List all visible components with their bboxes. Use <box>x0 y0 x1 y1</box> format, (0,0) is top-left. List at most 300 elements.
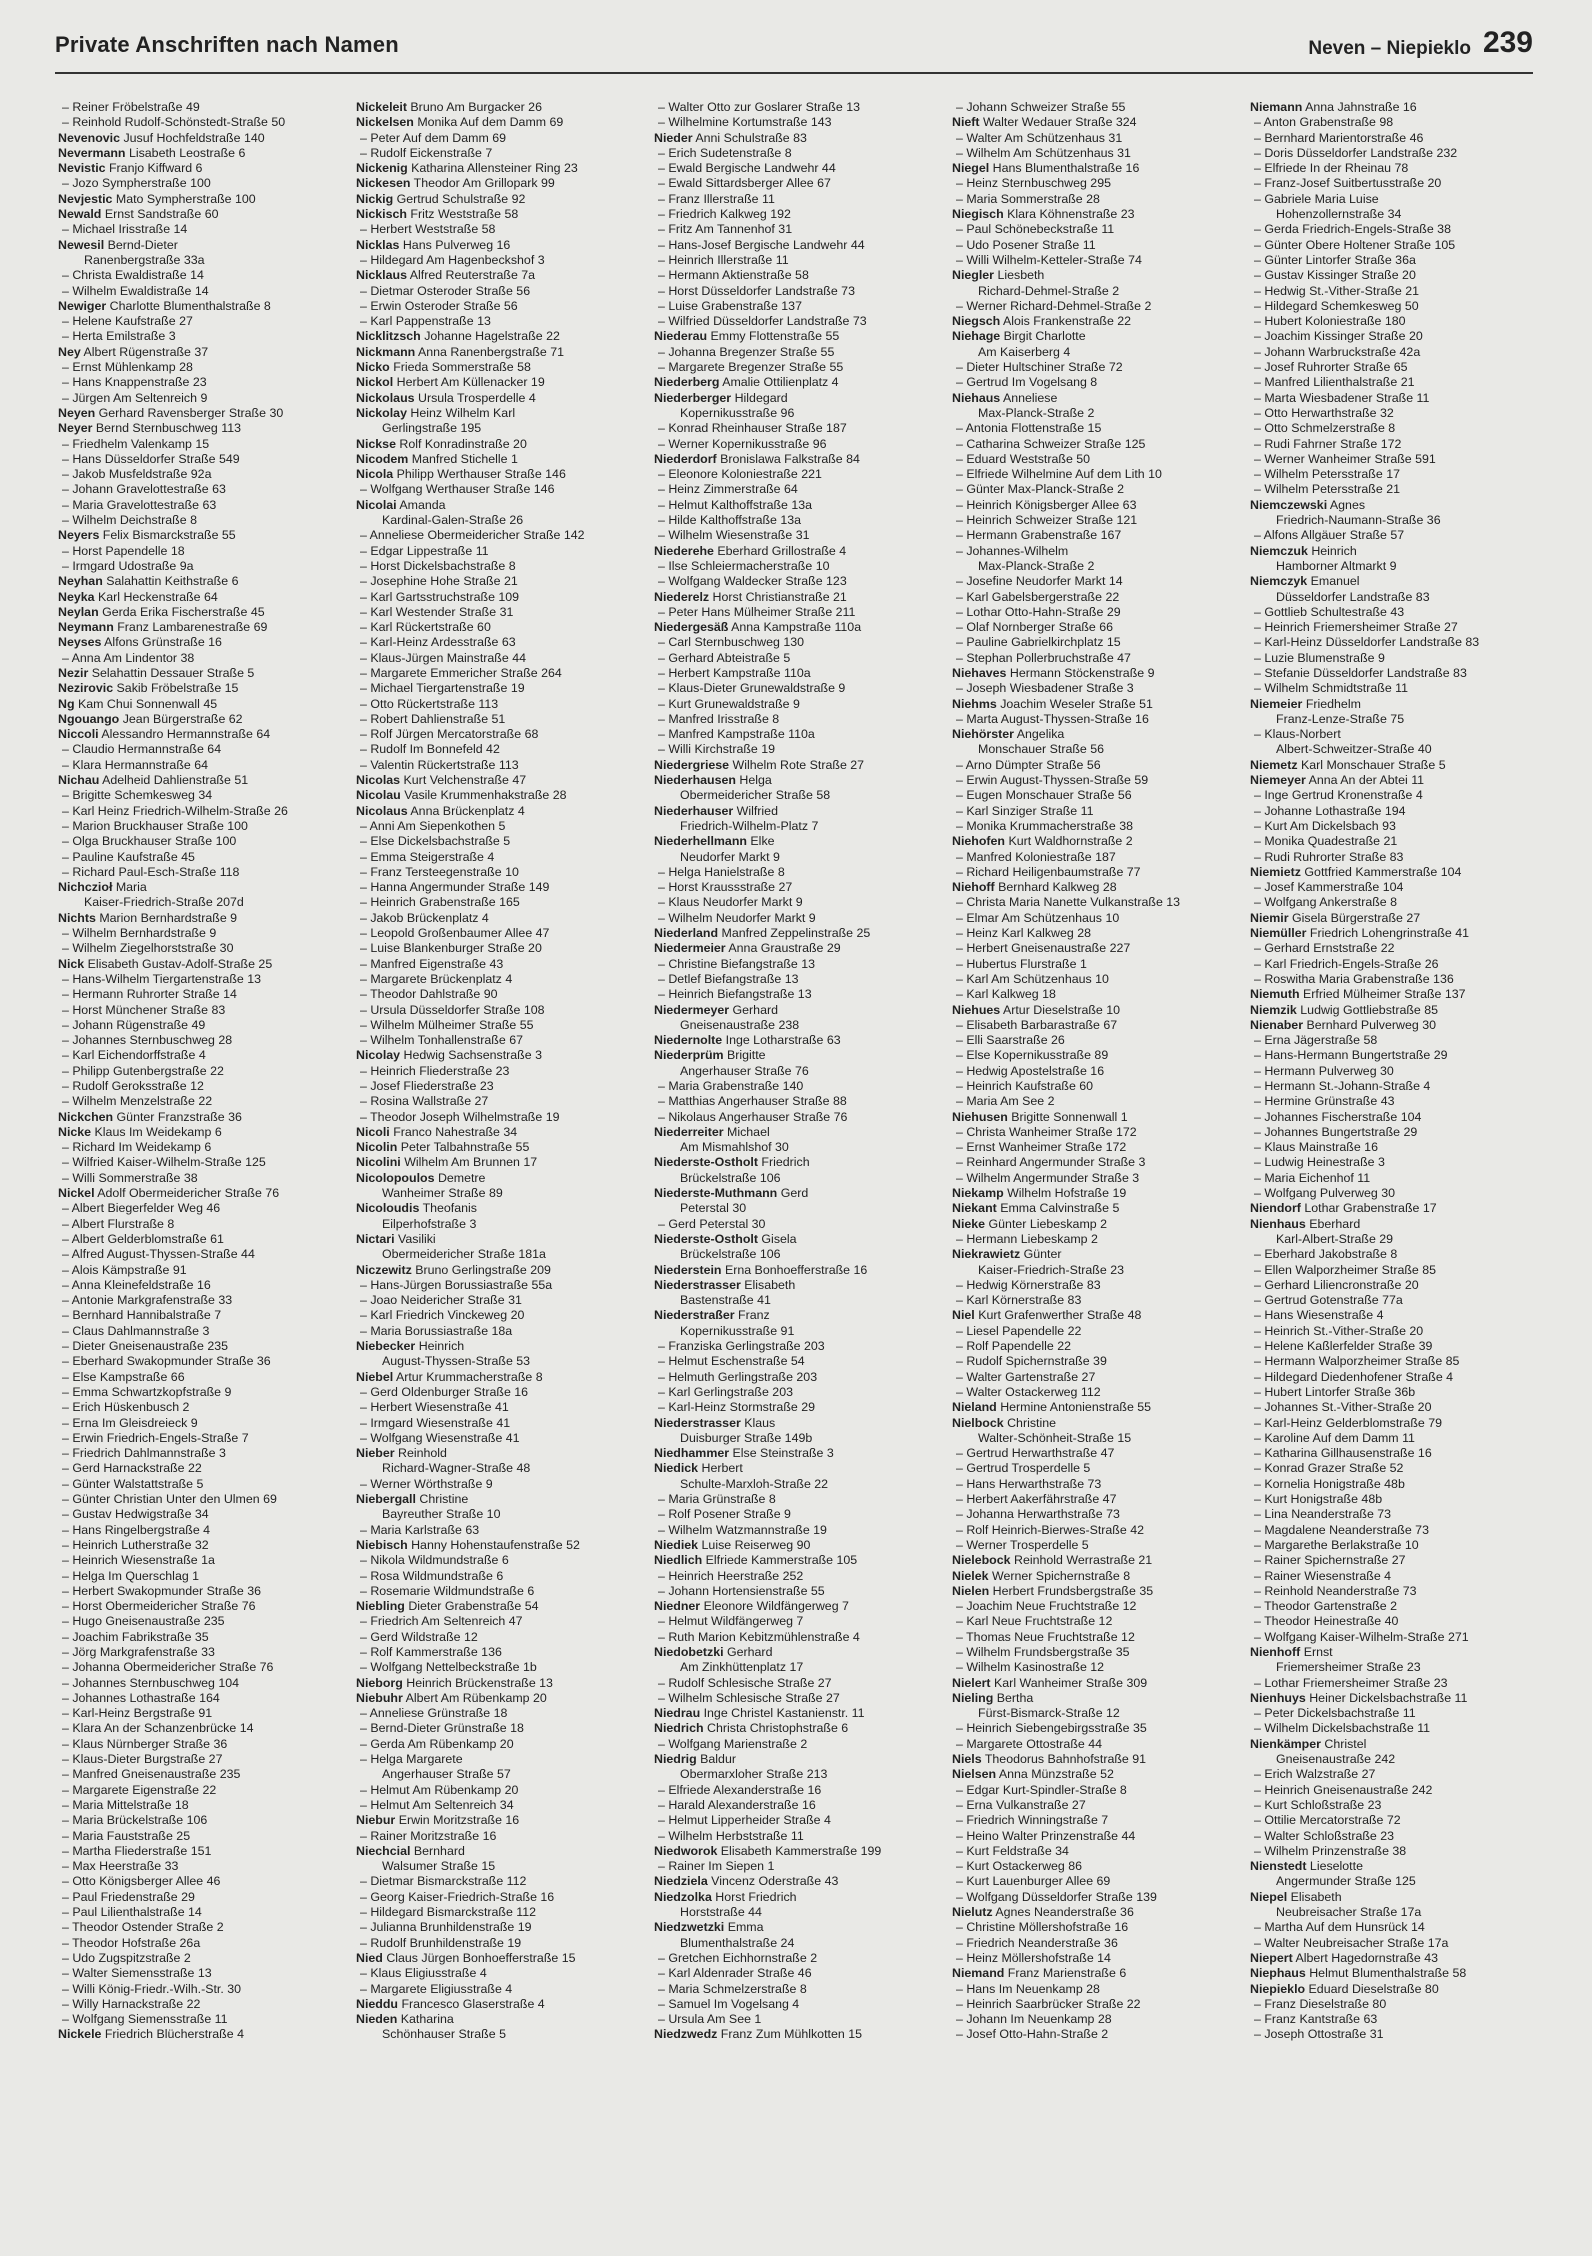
directory-entry <box>952 1354 1234 1369</box>
directory-entry <box>58 758 340 773</box>
directory-entry <box>58 1293 340 1308</box>
entry-text: Elke <box>750 834 775 849</box>
directory-entry <box>356 452 638 467</box>
directory-entry <box>356 1094 638 1109</box>
directory-entry <box>1250 452 1532 467</box>
surname: Nieft <box>952 115 980 130</box>
entry-text: – Josephine Hohe Straße 21 <box>360 574 518 589</box>
entry-text: – Heinrich Lutherstraße 32 <box>62 1537 209 1552</box>
directory-entry <box>654 574 936 589</box>
entry-text: Bayreuther Straße 10 <box>382 1507 501 1522</box>
entry-text: – Christine Biefangstraße 13 <box>658 956 816 971</box>
entry-text: – Walter Otto zur Goslarer Straße 13 <box>658 100 860 114</box>
entry-text: – Paul Schönebeckstraße 11 <box>956 222 1115 237</box>
entry-text: – Heinz Sternbuschweg 295 <box>956 176 1111 191</box>
entry-text: Katharina <box>400 2012 454 2027</box>
directory-entry <box>58 941 340 956</box>
entry-text: Christa Christophstraße 6 <box>707 1721 849 1736</box>
directory-entry <box>58 176 340 191</box>
directory-entry <box>356 1767 638 1782</box>
directory-entry <box>654 1951 936 1966</box>
directory-entry <box>58 651 340 666</box>
directory-entry <box>1250 375 1532 390</box>
directory-entry <box>654 1859 936 1874</box>
directory-entry <box>58 192 340 207</box>
entry-text: – Elfriede In der Rheinau 78 <box>1254 161 1409 176</box>
directory-entry <box>952 314 1234 329</box>
directory-entry <box>1250 1232 1532 1247</box>
entry-text: – Wilhelm Menzelstraße 22 <box>62 1094 213 1109</box>
directory-entry <box>356 1048 638 1063</box>
entry-text: – Heinrich Wiesenstraße 1a <box>62 1553 215 1568</box>
directory-entry <box>58 1232 340 1247</box>
entry-text: Erwin Moritzstraße 16 <box>398 1813 520 1828</box>
entry-text: Ernst <box>1303 1644 1333 1659</box>
entry-text: – Ellen Walporzheimer Straße 85 <box>1254 1262 1437 1277</box>
surname: Nieke <box>952 1216 986 1231</box>
entry-text: – Rolf Jürgen Mercatorstraße 68 <box>360 727 539 742</box>
directory-entry <box>58 1492 340 1507</box>
directory-entry <box>952 1890 1234 1905</box>
directory-entry <box>356 850 638 865</box>
directory-entry <box>952 1140 1234 1155</box>
directory-entry <box>356 1339 638 1354</box>
directory-entry <box>356 1798 638 1813</box>
entry-text: Demetre <box>437 1170 486 1185</box>
directory-entry <box>952 222 1234 237</box>
surname: Niedner <box>654 1599 701 1614</box>
entry-text: – Reiner Fröbelstraße 49 <box>62 100 200 114</box>
entry-text: – Karl Heinz Friedrich-Wilhelm-Straße 26 <box>62 803 288 818</box>
entry-text: – Wilhelm Dickelsbachstraße 11 <box>1254 1721 1431 1736</box>
entry-text: Herbert Frundsbergstraße 35 <box>992 1583 1154 1598</box>
entry-text: – Richard Heiligenbaumstraße 77 <box>956 864 1141 879</box>
entry-text: Kaiser-Friedrich-Straße 207d <box>84 895 244 910</box>
directory-entry <box>1250 513 1532 528</box>
entry-text: Emmy Flottenstraße 55 <box>710 329 840 344</box>
directory-entry <box>58 1951 340 1966</box>
surname: Niederhellmann <box>654 834 747 849</box>
entry-text: – Georg Kaiser-Friedrich-Straße 16 <box>360 1889 555 1904</box>
entry-text: – Hildegard Am Hagenbeckshof 3 <box>360 252 545 267</box>
entry-text: – Rudolf Spichernstraße 39 <box>956 1354 1107 1369</box>
directory-entry <box>58 1982 340 1997</box>
entry-text: Brigitte <box>727 1048 766 1063</box>
directory-entry <box>654 1416 936 1431</box>
directory-entry <box>654 1324 936 1339</box>
directory-entry <box>356 100 638 115</box>
surname: Niedernolte <box>654 1033 723 1048</box>
directory-entry <box>58 972 340 987</box>
directory-entry <box>356 834 638 849</box>
directory-entry <box>1250 1263 1532 1278</box>
directory-entry <box>356 1431 638 1446</box>
directory-entry <box>952 176 1234 191</box>
directory-entry <box>952 1278 1234 1293</box>
directory-entry <box>952 1171 1234 1186</box>
directory-entry <box>952 1385 1234 1400</box>
directory-entry <box>654 222 936 237</box>
entry-text: Franz Lambarenestraße 69 <box>117 620 268 635</box>
directory-entry <box>1250 1247 1532 1262</box>
directory-entry <box>1250 421 1532 436</box>
entry-text: Angerhauser Straße 57 <box>382 1767 511 1782</box>
directory-entry <box>952 1645 1234 1660</box>
directory-entry <box>356 238 638 253</box>
entry-text: Heinrich <box>1311 543 1357 558</box>
directory-entry <box>654 1477 936 1492</box>
entry-text: Neubreisacher Straße 17a <box>1276 1905 1422 1920</box>
directory-entry <box>952 1798 1234 1813</box>
directory-entry <box>58 773 340 788</box>
directory-entry <box>356 1278 638 1293</box>
directory-entry <box>654 375 936 390</box>
directory-entry <box>1250 1094 1532 1109</box>
entry-text: – Walter Gartenstraße 27 <box>956 1369 1096 1384</box>
directory-entry <box>58 1416 340 1431</box>
surname: Nevistic <box>58 161 106 176</box>
directory-entry <box>356 284 638 299</box>
directory-entry <box>58 1798 340 1813</box>
entry-text: – Heino Walter Prinzenstraße 44 <box>956 1828 1136 1843</box>
directory-entry <box>952 1997 1234 2012</box>
directory-entry <box>356 1370 638 1385</box>
directory-entry <box>1250 1477 1532 1492</box>
directory-entry <box>1250 1385 1532 1400</box>
surname: Niederste-Ostholt <box>654 1155 758 1170</box>
directory-entry <box>356 681 638 696</box>
entry-text: – Wilhelm Petersstraße 17 <box>1254 467 1400 482</box>
directory-entry <box>356 1477 638 1492</box>
directory-entry <box>952 100 1234 115</box>
entry-text: – Helmut Am Rübenkamp 20 <box>360 1782 519 1797</box>
directory-entry <box>952 498 1234 513</box>
entry-text: – Karl Eichendorffstraße 4 <box>62 1048 206 1063</box>
directory-entry <box>952 1201 1234 1216</box>
entry-text: – Theodor Heinestraße 40 <box>1254 1614 1399 1629</box>
entry-text: – Peter Auf dem Damm 69 <box>360 130 507 145</box>
entry-text: Horst Christianstraße 21 <box>712 589 847 604</box>
directory-entry <box>58 1874 340 1889</box>
entry-text: Obermarxloher Straße 213 <box>680 1767 828 1782</box>
directory-entry <box>1250 1171 1532 1186</box>
directory-entry <box>952 1721 1234 1736</box>
entry-text: – Josefine Neudorfer Markt 14 <box>956 574 1123 589</box>
directory-entry <box>654 1997 936 2012</box>
directory-entry <box>1250 161 1532 176</box>
entry-text: – Ludwig Heinestraße 3 <box>1254 1155 1385 1170</box>
directory-entry <box>952 421 1234 436</box>
directory-entry <box>356 742 638 757</box>
entry-text: Hamborner Altmarkt 9 <box>1276 558 1397 573</box>
directory-entry <box>654 1018 936 1033</box>
surname: Niendorf <box>1250 1201 1301 1216</box>
directory-entry <box>356 1721 638 1736</box>
surname: Niederhausen <box>654 773 736 788</box>
entry-text: – Antonia Flottenstraße 15 <box>956 421 1102 436</box>
entry-text: – Gertrud Trosperdelle 5 <box>956 1461 1091 1476</box>
entry-text: – Josef Ruhrorter Straße 65 <box>1254 360 1408 375</box>
directory-entry <box>1250 1614 1532 1629</box>
directory-entry <box>58 895 340 910</box>
entry-text: – Wilhelm Prinzenstraße 38 <box>1254 1843 1407 1858</box>
directory-entry <box>654 1721 936 1736</box>
surname: Niedrau <box>654 1706 701 1721</box>
entry-text: – Karl Neue Fruchtstraße 12 <box>956 1614 1113 1629</box>
surname: Nienkämper <box>1250 1736 1321 1751</box>
directory-entry <box>952 1400 1234 1415</box>
entry-text: – Margarete Emmericher Straße 264 <box>360 665 562 680</box>
entry-text: – Bernhard Marientorstraße 46 <box>1254 130 1424 145</box>
surname: Nieborg <box>356 1675 403 1690</box>
entry-text: Artur Krummacherstraße 8 <box>395 1369 543 1384</box>
directory-entry <box>1250 1507 1532 1522</box>
directory-entry <box>654 467 936 482</box>
directory-entry <box>654 1752 936 1767</box>
entry-text: – Gottlieb Schultestraße 43 <box>1254 604 1405 619</box>
entry-text: – Margarete Eigenstraße 22 <box>62 1782 217 1797</box>
directory-entry <box>654 1064 936 1079</box>
directory-entry <box>1250 360 1532 375</box>
entry-text: – Kurt Am Dickelsbach 93 <box>1254 818 1396 833</box>
entry-text: – Gerd Oldenburger Straße 16 <box>360 1384 529 1399</box>
directory-entry <box>58 1431 340 1446</box>
surname: Nichts <box>58 910 96 925</box>
directory-entry <box>952 1324 1234 1339</box>
directory-entry <box>1250 1400 1532 1415</box>
directory-entry <box>356 1018 638 1033</box>
directory-entry <box>952 1125 1234 1140</box>
entry-text: – Wilhelmine Kortumstraße 143 <box>658 115 832 130</box>
entry-text: – Herbert Weststraße 58 <box>360 222 496 237</box>
directory-entry <box>952 1966 1234 1981</box>
entry-text: Fritz Weststraße 58 <box>410 207 519 222</box>
entry-text: Charlotte Blumenthalstraße 8 <box>109 298 271 313</box>
entry-text: – Maria Schmelzerstraße 8 <box>658 1981 807 1996</box>
directory-entry <box>654 681 936 696</box>
directory-entry <box>654 176 936 191</box>
directory-entry <box>356 161 638 176</box>
directory-entry <box>654 819 936 834</box>
directory-entry <box>952 1492 1234 1507</box>
directory-entry <box>1250 1737 1532 1752</box>
surname: Niemuth <box>1250 987 1300 1002</box>
directory-entry <box>654 1079 936 1094</box>
entry-text: – Eberhard Jakobstraße 8 <box>1254 1247 1398 1262</box>
entry-text: – Walter Neubreisacher Straße 17a <box>1254 1935 1449 1950</box>
entry-text: Lisabeth Leostraße 6 <box>128 145 246 160</box>
entry-text: Eilperhofstraße 3 <box>382 1216 477 1231</box>
entry-text: Obermeidericher Straße 181a <box>382 1247 546 1262</box>
directory-entry <box>1250 1293 1532 1308</box>
directory-entry <box>654 513 936 528</box>
directory-entry <box>952 1339 1234 1354</box>
directory-entry <box>356 1982 638 1997</box>
entry-text: Emma Calvinstraße 5 <box>1000 1201 1120 1216</box>
directory-entry <box>356 1905 638 1920</box>
entry-text: – Anton Grabenstraße 98 <box>1254 115 1394 130</box>
directory-entry <box>952 1813 1234 1828</box>
surname: Niedrig <box>654 1752 697 1767</box>
directory-entry <box>58 528 340 543</box>
directory-entry <box>58 850 340 865</box>
directory-entry <box>1250 1140 1532 1155</box>
directory-entry <box>58 1247 340 1262</box>
directory-entry <box>952 2027 1234 2042</box>
entry-text: – Peter Hans Mülheimer Straße 211 <box>658 604 856 619</box>
entry-text: – Heinrich Heerstraße 252 <box>658 1568 804 1583</box>
entry-text: – Gerhard Ernststraße 22 <box>1254 941 1395 956</box>
entry-text: – Heinrich St.-Vither-Straße 20 <box>1254 1323 1424 1338</box>
directory-entry <box>58 1477 340 1492</box>
entry-text: – Hans Düsseldorfer Straße 549 <box>62 451 240 466</box>
entry-text: – Marta August-Thyssen-Straße 16 <box>956 711 1149 726</box>
entry-text: – Wolfgang Pulverweg 30 <box>1254 1186 1395 1201</box>
directory-entry <box>952 941 1234 956</box>
entry-text: Gerhard Ravensberger Straße 30 <box>98 405 284 420</box>
directory-entry <box>952 911 1234 926</box>
entry-text: – Karl-Heinz Bergstraße 91 <box>62 1706 213 1721</box>
surname: Niederstein <box>654 1262 722 1277</box>
directory-entry <box>1250 406 1532 421</box>
directory-entry <box>654 1737 936 1752</box>
directory-entry <box>654 1461 936 1476</box>
surname: Niehusen <box>952 1109 1008 1124</box>
directory-entry <box>58 1829 340 1844</box>
entry-text: – Rosemarie Wildmundstraße 6 <box>360 1583 535 1598</box>
entry-text: – Otto Herwarthstraße 32 <box>1254 405 1394 420</box>
directory-entry <box>654 406 936 421</box>
directory-entry <box>356 1217 638 1232</box>
directory-entry <box>58 1614 340 1629</box>
surname: Nieden <box>356 2012 398 2027</box>
directory-entry <box>1250 880 1532 895</box>
directory-entry <box>1250 528 1532 543</box>
entry-text: – Friedrich Kalkweg 192 <box>658 207 791 222</box>
entry-text: – Gertrud Im Vogelsang 8 <box>956 375 1098 390</box>
directory-entry <box>58 1507 340 1522</box>
entry-text: – Friedhelm Valenkamp 15 <box>62 436 210 451</box>
directory-entry <box>654 1247 936 1262</box>
directory-entry <box>356 1829 638 1844</box>
entry-text: – Eberhard Swakopmunder Straße 36 <box>62 1354 271 1369</box>
entry-text: Gertrud Schulstraße 92 <box>396 191 526 206</box>
entry-text: Herbert Am Küllenacker 19 <box>396 375 545 390</box>
directory-entry <box>356 666 638 681</box>
directory-entry <box>1250 1767 1532 1782</box>
directory-entry <box>356 819 638 834</box>
entry-text: – Ursula Am See 1 <box>658 2012 762 2027</box>
entry-text: – Erwin Friedrich-Engels-Straße 7 <box>62 1430 249 1445</box>
surname: Nevjestic <box>58 191 113 206</box>
directory-entry <box>356 1247 638 1262</box>
entry-text: Ludwig Gottliebstraße 85 <box>1300 1002 1439 1017</box>
directory-entry <box>654 1140 936 1155</box>
entry-text: Bruno Gerlingstraße 209 <box>415 1262 551 1277</box>
directory-entry <box>1250 1997 1532 2012</box>
entry-text: Manfred Zeppelinstraße 25 <box>721 926 871 941</box>
directory-entry <box>58 834 340 849</box>
directory-entry <box>356 2027 638 2042</box>
entry-text: – Rudolf Geroksstraße 12 <box>62 1079 204 1093</box>
directory-entry <box>356 1003 638 1018</box>
entry-text: Friedrich-Wilhelm-Platz 7 <box>680 818 819 833</box>
entry-text: – Ruth Marion Kebitzmühlenstraße 4 <box>658 1629 860 1644</box>
entry-text: Franz <box>738 1308 770 1323</box>
directory-entry <box>654 1048 936 1063</box>
directory-entry <box>654 1783 936 1798</box>
directory-entry <box>952 895 1234 910</box>
directory-entry <box>356 345 638 360</box>
directory-entry <box>356 1920 638 1935</box>
directory-entry <box>356 1783 638 1798</box>
surname: Nictari <box>356 1231 395 1246</box>
entry-text: Inge Lotharstraße 63 <box>725 1033 841 1048</box>
entry-text: – Hedwig St.-Vither-Straße 21 <box>1254 283 1420 298</box>
directory-entry <box>1250 1079 1532 1094</box>
directory-entry <box>952 1553 1234 1568</box>
directory-entry <box>58 1599 340 1614</box>
directory-entry <box>58 2027 340 2042</box>
directory-entry <box>952 2012 1234 2027</box>
page-title: Private Anschriften nach Namen <box>55 32 399 57</box>
directory-entry <box>356 375 638 390</box>
directory-entry <box>58 1706 340 1721</box>
entry-text: Horststraße 44 <box>680 1905 762 1920</box>
entry-text: – Rudolf Brunhildenstraße 19 <box>360 1935 522 1950</box>
entry-text: – Inge Gertrud Kronenstraße 4 <box>1254 788 1423 803</box>
entry-text: – Margarete Brückenplatz 4 <box>360 971 513 986</box>
directory-entry <box>356 1400 638 1415</box>
entry-text: – Herbert Gneisenaustraße 227 <box>956 941 1131 956</box>
directory-entry <box>356 437 638 452</box>
directory-entry <box>654 1232 936 1247</box>
entry-text: – Michael Tiergartenstraße 19 <box>360 681 525 696</box>
directory-entry <box>1250 253 1532 268</box>
entry-text: – Herbert Aakerfährstraße 47 <box>956 1492 1117 1507</box>
directory-entry <box>654 1263 936 1278</box>
directory-entry <box>356 268 638 283</box>
directory-entry <box>1250 1003 1532 1018</box>
surname: Neyhan <box>58 574 103 589</box>
entry-text: – Ernst Mühlenkamp 28 <box>62 360 193 375</box>
surname: Nicola <box>356 467 394 482</box>
column-2 <box>356 100 638 2180</box>
entry-text: – Klaus-Jürgen Mainstraße 44 <box>360 650 526 665</box>
directory-entry <box>58 1630 340 1645</box>
directory-entry <box>654 834 936 849</box>
entry-text: – Reinhold Rudolf-Schönstedt-Straße 50 <box>62 115 286 130</box>
directory-entry <box>654 697 936 712</box>
directory-entry <box>654 2012 936 2027</box>
entry-text: Monschauer Straße 56 <box>978 742 1105 757</box>
surname: Niederehe <box>654 543 714 558</box>
directory-entry <box>952 299 1234 314</box>
directory-entry <box>58 865 340 880</box>
directory-entry <box>58 1523 340 1538</box>
directory-entry <box>356 1064 638 1079</box>
directory-entry <box>58 421 340 436</box>
surname: Neymann <box>58 620 114 635</box>
surname: Nickenig <box>356 161 408 176</box>
entry-text: – Irmgard Udostraße 9a <box>62 558 194 573</box>
surname: Niedergriese <box>654 757 730 772</box>
entry-text: – Johannes Lothastraße 164 <box>62 1690 220 1705</box>
directory-entry <box>356 329 638 344</box>
directory-entry <box>58 1752 340 1767</box>
surname: Nickeleit <box>356 100 407 114</box>
directory-entry <box>356 1125 638 1140</box>
